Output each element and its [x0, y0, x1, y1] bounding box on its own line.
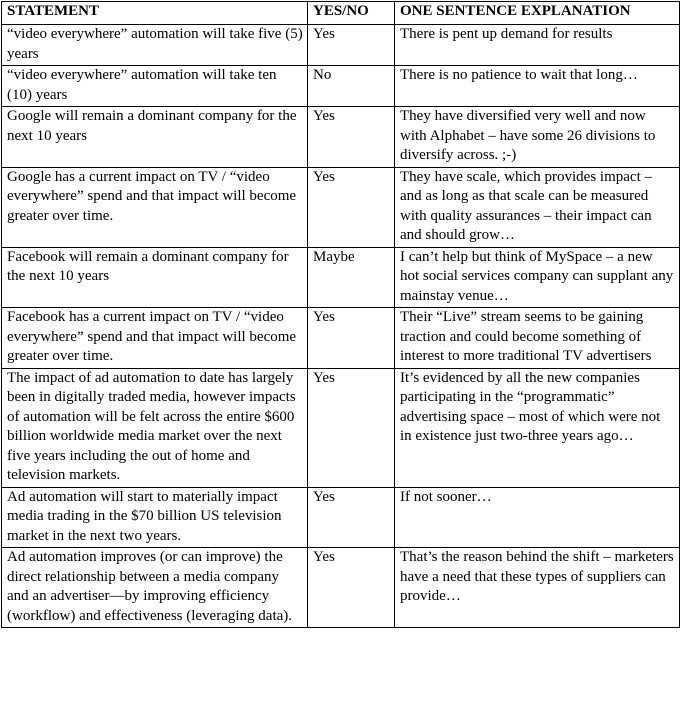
answer-cell: Yes — [308, 25, 395, 66]
answer-cell: Yes — [308, 107, 395, 168]
explanation-cell: If not sooner… — [395, 487, 680, 548]
statement-cell: “video everywhere” automation will take ten (10) years — [2, 66, 308, 107]
table-row — [2, 548, 680, 628]
table-row — [2, 66, 680, 107]
table-row — [2, 107, 680, 168]
table-row — [2, 25, 680, 66]
answer-cell: Yes — [308, 167, 395, 247]
explanation-cell: There is no patience to wait that long… — [395, 66, 680, 107]
explanation-cell: It’s evidenced by all the new companies participating in the “programmatic” advertising space – most of which were not in existence just two-three years ago… — [395, 368, 680, 487]
statement-cell: Google has a current impact on TV / “video everywhere” spend and that impact will become greater over time. — [2, 167, 308, 247]
statement-cell: The impact of ad automation to date has largely been in digitally traded media, however impacts of automation will be felt across the entire $600 billion worldwide media market over the next five years including the out of home and television markets. — [2, 368, 308, 487]
statement-cell: Ad automation will start to materially impact media trading in the $70 billion US television market in the next two years. — [2, 487, 308, 548]
header-yes-no: YES/NO — [308, 2, 395, 25]
answer-cell: Yes — [308, 308, 395, 369]
answer-cell: Yes — [308, 548, 395, 628]
table-row — [2, 308, 680, 369]
statement-cell: Google will remain a dominant company for the next 10 years — [2, 107, 308, 168]
answer-cell: Maybe — [308, 247, 395, 308]
explanation-cell: That’s the reason behind the shift – marketers have a need that these types of suppliers can provide… — [395, 548, 680, 628]
statement-cell: “video everywhere” automation will take five (5) years — [2, 25, 308, 66]
explanation-cell: I can’t help but think of MySpace – a new hot social services company can supplant any mainstay venue… — [395, 247, 680, 308]
table-row — [2, 487, 680, 548]
answer-cell: No — [308, 66, 395, 107]
statement-cell: Facebook will remain a dominant company for the next 10 years — [2, 247, 308, 308]
header-explanation: ONE SENTENCE EXPLANATION — [395, 2, 680, 25]
answer-cell: Yes — [308, 487, 395, 548]
explanation-cell: They have scale, which provides impact – and as long as that scale can be measured with quality assurances – their impact can and should grow… — [395, 167, 680, 247]
explanation-cell: Their “Live” stream seems to be gaining traction and could become something of interest to more traditional TV advertisers — [395, 308, 680, 369]
explanation-cell: They have diversified very well and now with Alphabet – have some 26 divisions to diversify across. ;-) — [395, 107, 680, 168]
table-row — [2, 167, 680, 247]
statements-table — [1, 1, 680, 628]
table-row — [2, 247, 680, 308]
table-row — [2, 368, 680, 487]
explanation-cell: There is pent up demand for results — [395, 25, 680, 66]
statement-cell: Ad automation improves (or can improve) the direct relationship between a media company and an advertiser—by improving efficiency (workflow) and effectiveness (leveraging data). — [2, 548, 308, 628]
statement-cell: Facebook has a current impact on TV / “video everywhere” spend and that impact will become greater over time. — [2, 308, 308, 369]
header-statement: STATEMENT — [2, 2, 308, 25]
header-row — [2, 2, 680, 25]
answer-cell: Yes — [308, 368, 395, 487]
